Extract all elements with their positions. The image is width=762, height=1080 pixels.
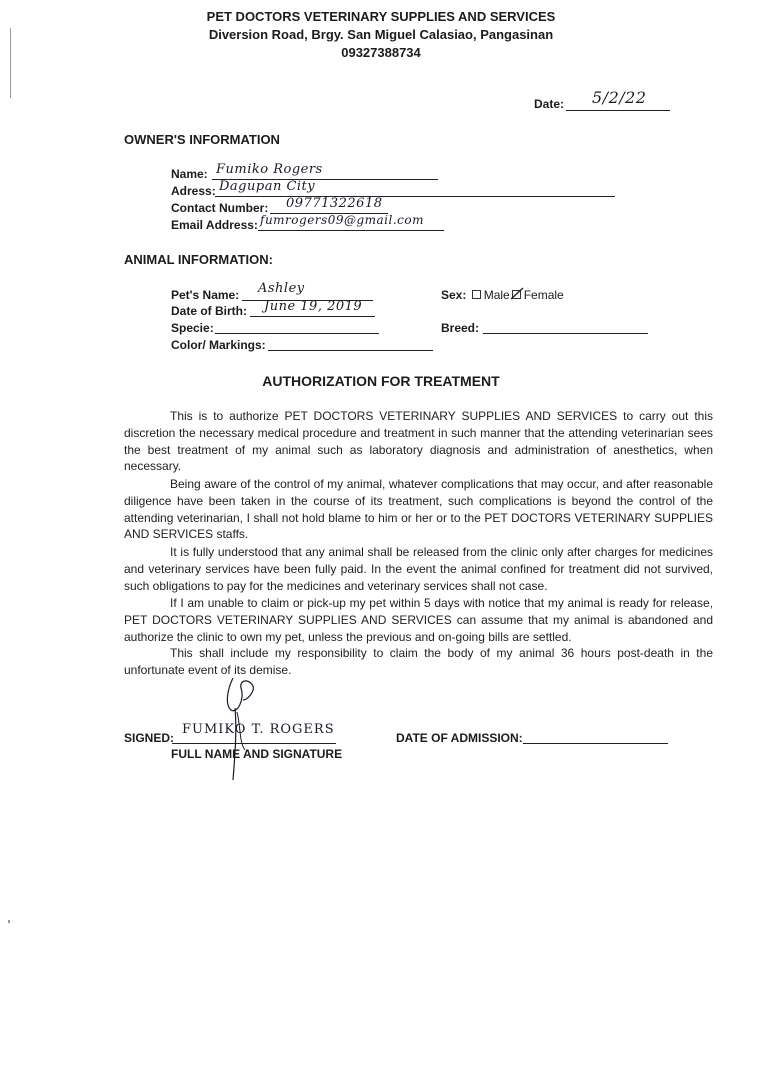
owner-contact-label: Contact Number: — [171, 201, 269, 215]
owner-address-line — [215, 196, 615, 197]
scan-edge-mark — [8, 920, 10, 923]
pet-name-value: Ashley — [258, 281, 305, 296]
dob-label: Date of Birth: — [171, 304, 247, 318]
date-value: 5/2/22 — [592, 88, 647, 107]
date-line — [566, 110, 670, 111]
authorization-title: AUTHORIZATION FOR TREATMENT — [262, 373, 500, 389]
owner-address-value: Dagupan City — [219, 179, 316, 194]
owner-heading: OWNER'S INFORMATION — [124, 132, 280, 147]
signature-caption: FULL NAME AND SIGNATURE — [171, 747, 343, 761]
animal-heading: ANIMAL INFORMATION: — [124, 252, 273, 267]
company-name: PET DOCTORS VETERINARY SUPPLIES AND SERVICES — [206, 9, 556, 24]
dob-value: June 19, 2019 — [264, 299, 363, 314]
check-mark-icon — [510, 287, 524, 301]
paragraph-5-text: This shall include my responsibility to claim the body of my animal 36 hours post-death in the unfortunate event of its demise. — [124, 646, 713, 677]
company-address: Diversion Road, Brgy. San Miguel Calasiao, Pangasinan — [208, 27, 554, 42]
sex-male-label: Male — [483, 288, 510, 302]
paragraph-1 — [124, 408, 713, 475]
specie-line — [215, 333, 379, 334]
admission-label: DATE OF ADMISSION: — [396, 731, 523, 745]
signature-scribble-icon — [215, 670, 275, 785]
paragraph-2-text: Being aware of the control of my animal, whatever complications that may occur, and after reasonable diligence have been taken in the course of its treatment, such complications is beyond the control of the attending veterinarian, I shall not hold blame to him or her or to the PET DOCTORS VETERINARY SUPPLIES AND SERVICES staffs. — [124, 477, 713, 542]
paragraph-4-text: If I am unable to claim or pick-up my pet within 5 days with notice that my animal is ready for release, PET DOCTORS VETERINARY SUPPLIES AND SERVICES can assume that my animal is abandoned and authorize the clinic to own my pet, unless the previous and on-going bills are settled. — [124, 596, 713, 644]
signed-value: FUMIKO T. ROGERS — [182, 722, 335, 737]
pet-name-label: Pet's Name: — [171, 288, 240, 302]
breed-line — [483, 333, 648, 334]
color-line — [268, 350, 433, 351]
owner-email-line — [258, 230, 444, 231]
paragraph-2 — [124, 476, 713, 543]
owner-name-value: Fumiko Rogers — [216, 162, 323, 177]
male-checkbox[interactable] — [472, 290, 481, 299]
color-label: Color/ Markings: — [171, 338, 266, 352]
breed-label: Breed: — [441, 321, 480, 335]
paragraph-3 — [124, 544, 713, 594]
paragraph-1-text: This is to authorize PET DOCTORS VETERINARY SUPPLIES AND SERVICES to carry out this discretion the necessary medical procedure and treatment in such manner that the attending veterinarian sees the best treatment of my animal such as laboratory diagnosis and administration of anesthetics, when necessary. — [124, 409, 713, 474]
owner-email-value: fumrogers09@gmail.com — [260, 213, 424, 227]
sex-label: Sex: — [441, 288, 467, 302]
company-phone: 09327388734 — [341, 45, 421, 60]
paragraph-3-text: It is fully understood that any animal shall be released from the clinic only after charges for medicines and veterinary services have been fully paid. In the event the animal confined for treatment did not survived, such obligations to pay for the medicines and veterinary services shall not case. — [124, 545, 713, 593]
admission-line — [523, 743, 668, 744]
specie-label: Specie: — [171, 321, 214, 335]
owner-name-label: Name: — [171, 167, 208, 181]
paragraph-4 — [124, 595, 713, 645]
sex-field — [441, 288, 564, 302]
dob-line — [250, 316, 375, 317]
date-label: Date: — [534, 97, 565, 111]
owner-address-label: Adress: — [171, 184, 216, 198]
owner-email-label: Email Address: — [171, 218, 258, 232]
paragraph-5 — [124, 645, 713, 679]
sex-female-label: Female — [523, 288, 564, 302]
owner-contact-value: 09771322618 — [286, 196, 383, 211]
signed-label: SIGNED: — [124, 731, 175, 745]
female-checkbox[interactable] — [512, 290, 521, 299]
